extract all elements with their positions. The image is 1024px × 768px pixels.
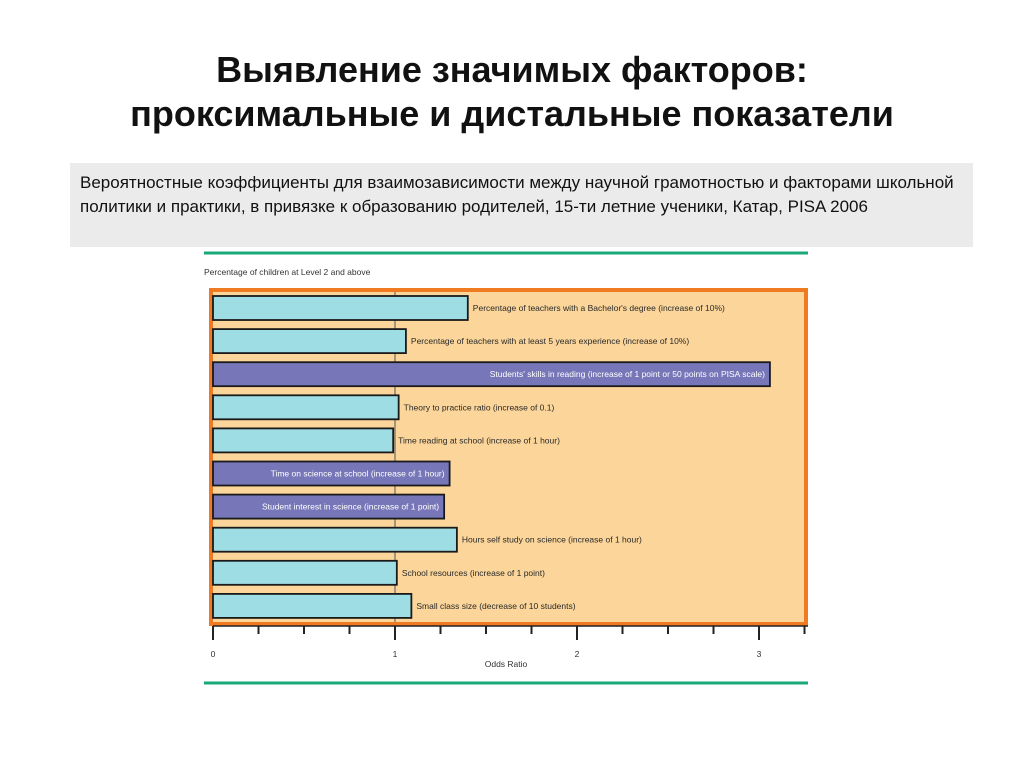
bar-8	[213, 528, 457, 552]
x-tick-label-0: 0	[210, 649, 216, 659]
bar-4	[213, 395, 399, 419]
bar-label-7: Student interest in science (increase of 1 point)	[261, 501, 440, 512]
bar-9	[213, 561, 397, 585]
x-tick-label-1: 1	[392, 649, 398, 659]
x-tick-label-2: 2	[574, 649, 580, 659]
bar-label-10: Small class size (decrease of 10 students)	[416, 600, 576, 611]
x-axis-ticks	[211, 626, 805, 659]
bar-label-6: Time on science at school (increase of 1 hour)	[270, 468, 445, 479]
chart-title: Percentage of children at Level 2 and above	[204, 267, 371, 277]
subtitle-text: Вероятностные коэффициенты для взаимозависимости между научной грамотностью и факторами школьной политики и практики, в привязке к образованию родителей, 15-ти летние ученики, Катар, PISA 2006	[80, 173, 954, 216]
bar-2	[213, 329, 406, 353]
bar-label-4: Theory to practice ratio (increase of 0.1)	[403, 402, 555, 413]
bar-label-2: Percentage of teachers with at least 5 years experience (increase of 10%)	[410, 336, 690, 347]
slide-title-line2: проксимальные и дистальные показатели	[130, 93, 894, 134]
slide-title-line1: Выявление значимых факторов:	[216, 49, 808, 90]
x-axis-title: Odds Ratio	[484, 659, 528, 669]
bar-5	[213, 428, 393, 452]
bar-label-8: Hours self study on science (increase of 1 hour)	[461, 534, 642, 545]
bar-1	[213, 296, 468, 320]
bar-label-3: Students' skills in reading (increase of 1 point or 50 points on PISA scale)	[489, 369, 765, 380]
bar-label-1: Percentage of teachers with a Bachelor's degree (increase of 10%)	[472, 303, 725, 313]
x-tick-label-3: 3	[756, 649, 762, 659]
bar-label-5: Time reading at school (increase of 1 hour)	[398, 435, 560, 446]
bar-10	[213, 594, 411, 618]
bar-label-9: School resources (increase of 1 point)	[401, 567, 545, 578]
